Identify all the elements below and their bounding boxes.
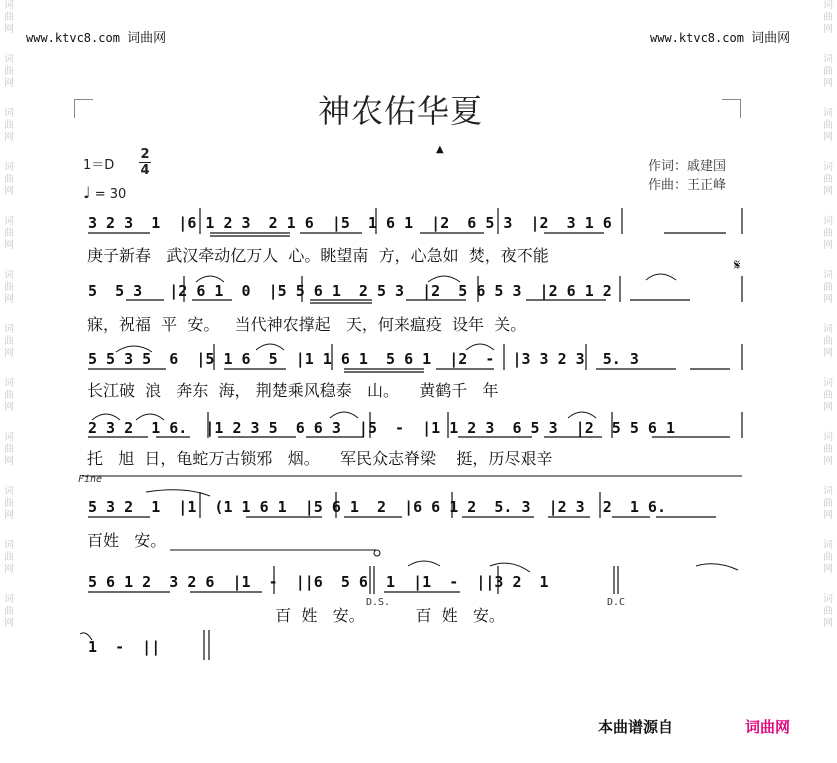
watermark-char: 曲 [4, 228, 14, 239]
score-row-7-notes: 1 - || [88, 638, 161, 656]
watermark-char: 网 [823, 240, 833, 251]
watermark-char: 词 [4, 270, 14, 281]
watermark-char: 曲 [823, 606, 833, 617]
watermark-char: 曲 [823, 336, 833, 347]
watermark-char: 网 [823, 186, 833, 197]
watermark-char: 词 [4, 378, 14, 389]
watermark-char: 网 [4, 618, 14, 629]
watermark-char: 词 [823, 0, 833, 11]
fine-mark: Fine [78, 474, 103, 485]
header-site-right: 词曲网 [751, 31, 791, 46]
header-url-left: www.ktvc8.com [26, 31, 120, 45]
watermark-char: 曲 [823, 390, 833, 401]
watermark-char: 词 [823, 162, 833, 173]
watermark-char: 网 [4, 186, 14, 197]
watermark-char: 词 [4, 432, 14, 443]
tempo-value: = 30 [94, 187, 127, 202]
watermark-char: 词 [823, 540, 833, 551]
watermark-char: 曲 [4, 552, 14, 563]
key-signature: 1＝D [83, 158, 115, 173]
watermark-char: 词 [4, 0, 14, 11]
score-row-4-lyrics: 托 旭 日，龟蛇万古锁邪 烟。 军民众志脊梁 挺，历尽艰辛 [87, 449, 553, 468]
watermark-char: 网 [823, 294, 833, 305]
watermark-char: 词 [4, 324, 14, 335]
song-title: 神农佑华夏 [318, 92, 484, 130]
score-row-2-notes: 5 5 3 |2 6 1 0 |5 5 6 1 2 5 3 |2 5 6 5 3 |2 6 1 2 [88, 282, 612, 300]
watermark-char: 曲 [823, 174, 833, 185]
watermark-char: 曲 [823, 66, 833, 77]
watermark-char: 网 [823, 564, 833, 575]
watermark-char: 曲 [4, 336, 14, 347]
watermark-char: 词 [4, 594, 14, 605]
watermark-char: 词 [4, 108, 14, 119]
watermark-char: 曲 [4, 282, 14, 293]
watermark-char: 网 [4, 510, 14, 521]
score-row-3-lyrics: 长江破 浪 奔东 海， 荆楚乘风稳泰 山。 黄鹤千 年 [87, 381, 499, 400]
watermark-char: 词 [823, 594, 833, 605]
watermark-char: 词 [4, 540, 14, 551]
footer-brand-link[interactable] [745, 716, 790, 737]
footer-brand: 词曲网 [745, 718, 791, 736]
watermark-char: 曲 [823, 228, 833, 239]
watermark-char: 词 [4, 54, 14, 65]
header-site-left: 词曲网 [127, 31, 167, 46]
score-row-2-lyrics: 寐，祝福 平 安。 当代神农撑起 天，何来瘟疫 设年 关。 [87, 315, 527, 334]
score-row-6-lyrics: 百 姓 安。 百 姓 安。 [87, 606, 505, 625]
watermark-char: 网 [4, 348, 14, 359]
score-row-4-notes: 2 3 2 1 6. |1 2 3 5 6 6 3 |5 - |1 1 2 3 6 5 3 |2 5 5 6 1 [88, 419, 675, 437]
watermark-char: 曲 [4, 12, 14, 23]
watermark-char: 曲 [4, 66, 14, 77]
watermark-char: 词 [4, 216, 14, 227]
watermark-char: 词 [823, 54, 833, 65]
watermark-char: 词 [823, 270, 833, 281]
header-url-right: www.ktvc8.com [650, 31, 744, 45]
watermark-char: 词 [823, 486, 833, 497]
watermark-char: 网 [823, 402, 833, 413]
watermark-char: 词 [823, 108, 833, 119]
lyricist-credit: 作词：戚建国 [648, 159, 727, 174]
footer-source [598, 716, 673, 737]
watermark-char: 词 [4, 486, 14, 497]
watermark-char: 词 [823, 378, 833, 389]
watermark-char: 词 [823, 216, 833, 227]
watermark-char: 网 [823, 348, 833, 359]
watermark-char: 网 [4, 564, 14, 575]
watermark-char: 曲 [4, 498, 14, 509]
watermark-char: 曲 [823, 12, 833, 23]
watermark-char: 曲 [4, 444, 14, 455]
watermark-char: 网 [4, 78, 14, 89]
watermark-char: 网 [4, 240, 14, 251]
caret-marker-icon: ▲ [436, 144, 444, 155]
dc-mark: D.C [607, 597, 626, 608]
watermark-char: 曲 [823, 552, 833, 563]
watermark-char: 网 [4, 24, 14, 35]
watermark-char: 网 [823, 132, 833, 143]
watermark-char: 曲 [4, 606, 14, 617]
score-row-1-lyrics: 庚子新春 武汉牵动亿万人 心。眺望南 方，心急如 焚，夜不能 [87, 246, 549, 265]
score-row-3-notes: 5 5 3 5 6 |5 1 6 5 |1 1 6 1 5 6 1 |2 - |3 3 2 3 5. 3 [88, 350, 639, 368]
watermark-char: 曲 [4, 390, 14, 401]
watermark-char: 网 [4, 294, 14, 305]
watermark-char: 网 [4, 456, 14, 467]
watermark-char: 网 [823, 510, 833, 521]
watermark-char: 曲 [823, 120, 833, 131]
watermark-char: 网 [823, 618, 833, 629]
footer-source-label: 本曲谱源自 [598, 718, 674, 736]
watermark-char: 曲 [4, 174, 14, 185]
watermark-char: 网 [823, 456, 833, 467]
watermark-char: 曲 [4, 120, 14, 131]
watermark-char: 网 [4, 402, 14, 413]
composer-credit: 作曲：王正峰 [648, 178, 727, 193]
watermark-char: 词 [823, 432, 833, 443]
score-row-6-notes: 5 6 1 2 3 2 6 |1 - ||6 5 6 1 |1 - ||3 2 1 [88, 573, 549, 591]
score-row-1-notes: 3 2 3 1 |6 1 2 3 2 1 6 |5 1 6 1 |2 6 5 3 |2 3 1 6 [88, 214, 612, 232]
watermark-char: 词 [823, 324, 833, 335]
quarter-note-icon: ♩ [83, 183, 91, 202]
watermark-char: 曲 [823, 498, 833, 509]
segno-mark: 𝄋 [734, 256, 741, 274]
ds-mark: D.S. [366, 597, 391, 608]
score-row-5-lyrics: 百姓 安。 [87, 531, 167, 550]
watermark-char: 网 [823, 78, 833, 89]
watermark-char: 网 [823, 24, 833, 35]
watermark-char: 词 [4, 162, 14, 173]
watermark-char: 曲 [823, 282, 833, 293]
time-signature-bottom: 4 [140, 163, 150, 178]
score-row-5-notes: 5 3 2 1 |1 (1 1 6 1 |5 6 1 2 |6 6 1 2 5. 3 |2 3 2 1 6. [88, 498, 666, 516]
time-signature-top: 2 [140, 147, 150, 162]
watermark-char: 曲 [823, 444, 833, 455]
watermark-char: 网 [4, 132, 14, 143]
